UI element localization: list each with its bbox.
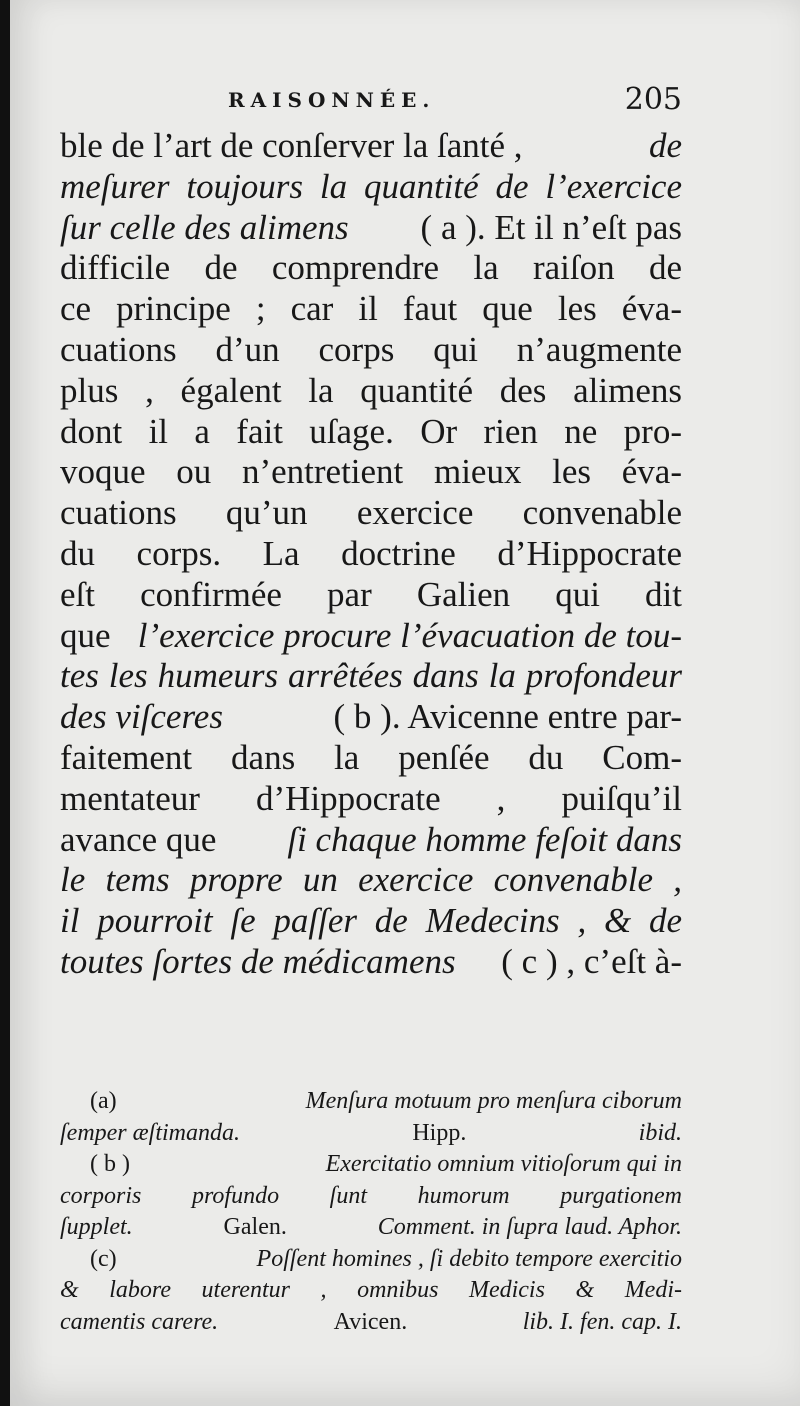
italic-text: Poſſent homines , ſi debito tempore exercitio xyxy=(256,1245,682,1272)
roman-text: difficile de comprendre la raiſon de xyxy=(60,248,682,288)
roman-text: mentateur d’Hippocrate , puiſqu’il xyxy=(60,778,682,818)
italic-text: ſi chaque homme feſoit dans xyxy=(287,819,682,859)
text-line xyxy=(60,779,682,820)
running-title: RAISONNÉE. xyxy=(228,88,436,112)
italic-text: ſemper æſtimanda. xyxy=(60,1119,240,1146)
italic-text: le tems propre un exercice convenable , xyxy=(60,860,682,900)
roman-text: ce principe ; car il faut que les éva- xyxy=(60,289,682,329)
italic-text: Exercitatio omnium vitioſorum qui in xyxy=(325,1151,682,1177)
scanned-page xyxy=(10,0,800,1406)
roman-text: (a) xyxy=(90,1088,117,1114)
book-page xyxy=(60,82,682,1335)
italic-text: tes les humeurs arrêtées dans la profondeur xyxy=(60,656,682,696)
italic-text: meſurer toujours la quantité de l’exercice xyxy=(60,166,682,206)
text-line xyxy=(60,616,682,657)
italic-text: Comment. in ſupra laud. Aphor. xyxy=(377,1214,682,1240)
roman-text: cuations qu’un exercice convenable xyxy=(60,493,682,533)
roman-text: du corps. La doctrine d’Hippocrate xyxy=(60,533,682,573)
roman-text: dont il a fait uſage. Or rien ne pro- xyxy=(60,411,682,451)
italic-text: ſupplet. xyxy=(60,1214,133,1240)
footnotes xyxy=(60,1086,682,1338)
italic-text: il pourroit ſe paſſer de Medecins , & de xyxy=(60,901,682,941)
text-line xyxy=(60,208,682,249)
roman-text: Galen. xyxy=(223,1214,287,1240)
footnote-line xyxy=(60,1118,682,1150)
roman-text: Avicen. xyxy=(333,1308,408,1335)
text-line xyxy=(60,126,682,167)
footnote-line xyxy=(60,1244,682,1276)
footnote-line xyxy=(60,1149,682,1181)
footnote-line xyxy=(60,1212,682,1244)
italic-text: des viſceres xyxy=(60,697,223,737)
text-line xyxy=(60,738,682,779)
roman-text: ble de l’art de conſerver la ſanté , xyxy=(60,126,523,165)
roman-text: cuations d’un corps qui n’augmente xyxy=(60,329,682,369)
body-text xyxy=(60,126,682,983)
italic-text: de xyxy=(648,126,682,165)
text-line xyxy=(60,412,682,453)
footnote-line xyxy=(60,1275,682,1307)
text-line xyxy=(60,656,682,697)
roman-text: ( b ). Avicenne entre par- xyxy=(333,697,682,737)
italic-text: ſur celle des alimens xyxy=(60,207,349,247)
text-line xyxy=(60,248,682,289)
italic-text: ibid. xyxy=(638,1119,682,1146)
roman-text: ( c ) , c’eſt à- xyxy=(501,941,682,981)
italic-text: lib. I. fen. cap. I. xyxy=(522,1308,682,1335)
italic-text: Menſura motuum pro menſura ciborum xyxy=(305,1088,682,1114)
roman-text: que xyxy=(60,615,111,655)
text-line xyxy=(60,289,682,330)
italic-text: camentis carere. xyxy=(60,1308,219,1335)
footnote-line xyxy=(60,1181,682,1213)
text-line xyxy=(60,901,682,942)
roman-text: ( a ). Et il n’eſt pas xyxy=(420,207,682,247)
roman-text: faitement dans la penſée du Com- xyxy=(60,737,682,777)
page-number: 205 xyxy=(624,82,682,117)
text-line xyxy=(60,493,682,534)
footnote-line xyxy=(60,1307,682,1339)
footnote-line xyxy=(60,1086,682,1118)
text-line xyxy=(60,860,682,901)
roman-text: ( b ) xyxy=(90,1151,130,1177)
text-line xyxy=(60,330,682,371)
text-line xyxy=(60,452,682,493)
text-line xyxy=(60,371,682,412)
italic-text: toutes ſortes de médicamens xyxy=(60,941,456,981)
text-line xyxy=(60,167,682,208)
roman-text: (c) xyxy=(90,1245,117,1272)
italic-text: l’exercice procure l’évacuation de tou- xyxy=(137,615,682,655)
roman-text: avance que xyxy=(60,819,217,859)
text-line xyxy=(60,697,682,738)
italic-text: & labore uterentur , omnibus Medicis & Medi- xyxy=(60,1277,682,1303)
roman-text: plus , égalent la quantité des alimens xyxy=(60,370,682,410)
roman-text: voque ou n’entretient mieux les éva- xyxy=(60,452,682,492)
text-line xyxy=(60,942,682,983)
text-line xyxy=(60,534,682,575)
roman-text: eſt confirmée par Galien qui dit xyxy=(60,574,682,614)
italic-text: corporis profundo ſunt humorum purgationem xyxy=(60,1182,682,1209)
text-line xyxy=(60,575,682,616)
running-head xyxy=(60,82,682,126)
roman-text: Hipp. xyxy=(412,1119,467,1146)
text-line xyxy=(60,820,682,861)
